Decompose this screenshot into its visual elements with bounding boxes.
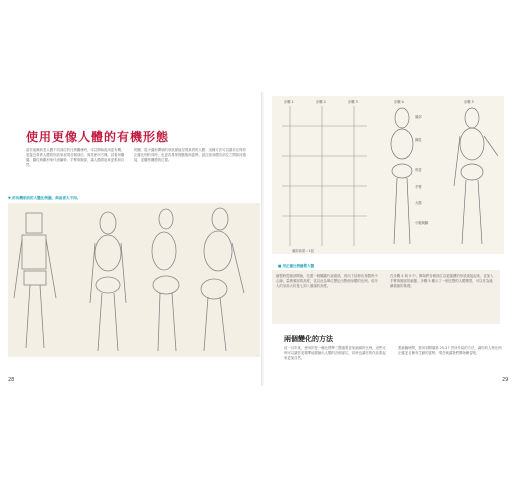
box-text-column-2: 在步驟 4 與 5 中，開始將各個部位以更圓潤的形狀連接起來，並加入手臂與腿部的細節。步驟 5 顯示了一個完整的人體模型，可以作為後續描繪的基礎。 [390, 274, 494, 288]
step-label-2: 步驟 2 [316, 100, 326, 104]
left-page [6, 92, 262, 386]
proportion-diagram [272, 96, 504, 254]
step-label-3: 步驟 3 [348, 100, 358, 104]
box-caption: ■ 用正確比例繪製人體 [278, 264, 315, 268]
label-head: 頭部 [415, 115, 422, 119]
body-text-column-2: 的關，從小圓形開始的形狀最能呈現真實的人體；這種方法可以讓你在保持正確比例的同時，也更容易掌握動態與姿勢。請注意身體各部位之間如何連接，並觀察關節的位置。 [134, 148, 246, 162]
label-chest: 胸腔 [415, 138, 422, 142]
body-text-column-1: 當你逐漸熟悉人體不同部位的比例關係時，可以開始改用更有機、更接近真實人體的形狀來表現各個部位。與其使用方塊，試著用橢圓、圓柱與錐形來代表軀幹、手臂與腿部，讓人體看起來更柔和自然。 [26, 148, 125, 167]
section-text-column-2: 張繪圖時間，要用到開頭第 25-27 頁所介紹的方法，讓你的人物比例正確並且擁有生動的姿勢，現在就讓我們開始練習吧。 [398, 346, 502, 355]
page-title: 使用更像人體的有機形態 [26, 130, 170, 144]
page-number: 28 [8, 377, 15, 383]
box-text-column-1: 繪製時從頭部開始，先畫一個橢圓代表頭部，再向下延伸出身體的中心線。量測頭部的高度，並以此為單位標記出整個身體的比例。成年人的身高大約是七到八個頭的高度。 [276, 274, 378, 288]
figure-caption: ▼ 用有機形狀的人體比例圖，與前者大不同。 [8, 196, 81, 200]
section-text-column-1: 這一百年來，使用的是一種比標準三體還要更加細緻的比例，這些比例可以讓你更精準地描繪出人體的各個部位，同時也讓你的作品看起來更加自然。 [284, 346, 386, 360]
label-pelvis: 骨盆 [415, 168, 422, 172]
label-thigh: 大腿 [415, 201, 422, 205]
figure-sketch-image [8, 203, 260, 357]
label-lower-leg-foot: 小腿與腳 [415, 221, 429, 225]
right-page [264, 92, 514, 386]
measure-label: 頭部高度＝1倍 [292, 249, 314, 253]
step-label-5: 步驟 5 [464, 100, 474, 104]
page-number: 29 [502, 377, 509, 383]
label-arm: 手臂 [415, 185, 422, 189]
section-heading: 兩個變化的方法 [284, 335, 333, 343]
step-label-1: 步驟 1 [284, 100, 294, 104]
step-label-4: 步驟 4 [394, 100, 404, 104]
info-box [272, 270, 500, 324]
